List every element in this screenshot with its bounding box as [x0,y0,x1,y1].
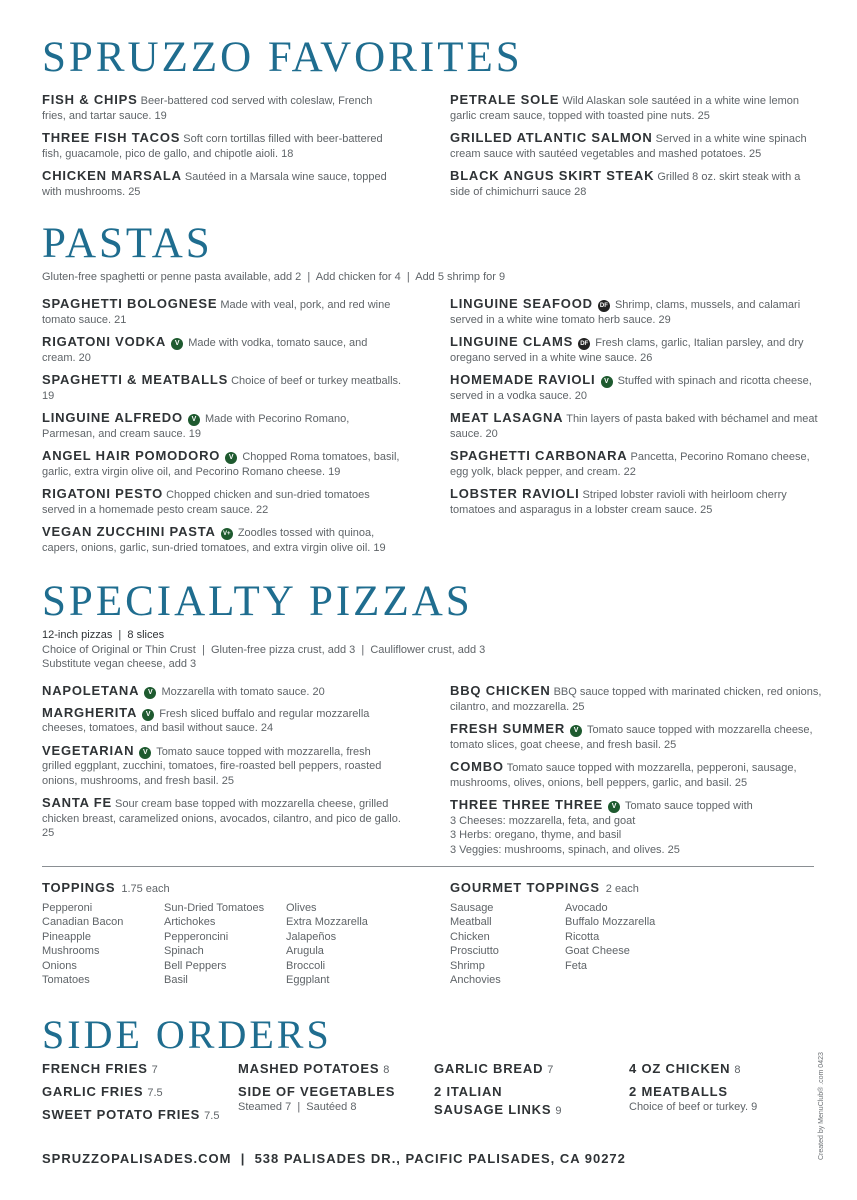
side-mashed-potatoes: MASHED POTATOES 8 [238,1061,390,1076]
menu-credit: Created by MenuClub® .com 0423 [818,1052,825,1160]
list-item: Pineapple [42,930,91,943]
list-item: Ricotta [565,930,600,943]
side-garlic-fries: GARLIC FRIES 7.5 [42,1084,163,1099]
list-item: Onions [42,959,77,972]
favorites-title: SPRUZZO FAVORITES [42,34,523,81]
dairy-free-badge-icon: DF [578,338,590,350]
pastas-title: PASTAS [42,220,213,267]
menu-item: GRILLED ATLANTIC SALMON Served in a white wine spinach cream sauce with sautéed vegetables and mashed potatoes. 25 [450,130,807,160]
menu-item: COMBO Tomato sauce topped with mozzarella, pepperoni, sausage, mushrooms, olives, onions, bell peppers, garlic, and basil. 25 [450,759,797,789]
side-vegetables: SIDE OF VEGETABLES Steamed 7 | Sautéed 8 [238,1084,396,1113]
list-item: Spinach [164,945,204,958]
menu-item: FRESH SUMMER V Tomato sauce topped with mozzarella cheese, tomato slices, goat cheese, and fresh basil. 25 [450,721,813,751]
favorites-left [42,93,387,199]
gourmet-col1 [450,901,501,987]
list-item: Feta [565,959,588,972]
pastas-note: Gluten-free spaghetti or penne pasta available, add 2 | Add chicken for 4 | Add 5 shrimp for 9 [42,271,506,283]
list-item: Eggplant [286,974,330,987]
menu-item: RIGATONI PESTO Chopped chicken and sun-dried tomatoes served in a homemade pesto cream sauce. 22 [42,486,370,516]
side-french-fries: FRENCH FRIES 7 [42,1061,158,1076]
toppings-col2 [164,901,264,987]
list-item: Chicken [450,930,490,943]
pizzas-note-vegan: Substitute vegan cheese, add 3 [42,658,197,670]
menu-item: VEGAN ZUCCHINI PASTA V+ Zoodles tossed with quinoa, capers, onions, garlic, sun-dried tomatoes, and extra virgin olive oil. 19 [42,524,386,554]
gourmet-title: GOURMET TOPPINGS [450,880,600,895]
vegetarian-badge-icon: V [142,709,154,721]
menu-item: SPAGHETTI & MEATBALLS Choice of beef or turkey meatballs. 19 [42,372,402,402]
vegetarian-badge-icon: V [225,452,237,464]
side-meatballs: 2 MEATBALLS Choice of beef or turkey. 9 [629,1084,758,1113]
menu-item: LINGUINE SEAFOOD DF Shrimp, clams, mussels, and calamari served in a white wine tomato herb sauce. 29 [450,296,801,326]
side-garlic-bread: GARLIC BREAD 7 [434,1061,554,1076]
gourmet-col2 [565,901,655,973]
gourmet-price: 2 each [605,883,639,895]
list-item: Tomatoes [42,974,90,987]
pizzas-right [450,684,822,857]
menu-item: RIGATONI VODKA V Made with vodka, tomato sauce, and cream. 20 [42,334,368,364]
side-chicken: 4 OZ CHICKEN 8 [629,1061,741,1076]
list-item: Sun-Dried Tomatoes [164,902,265,914]
list-item: Basil [164,974,188,987]
vegetarian-badge-icon: V [144,687,156,699]
list-item: Avocado [565,902,608,914]
list-item: Artichokes [164,916,216,929]
side-sausage-links: 2 ITALIAN SAUSAGE LINKS 9 [434,1084,562,1117]
menu-item: THREE FISH TACOS Soft corn tortillas filled with beer-battered fish, guacamole, pico de gallo, and chipotle aioli. 18 [42,130,383,160]
menu-item: THREE THREE THREE V Tomato sauce topped with 3 Cheeses: mozzarella, feta, and goat 3 Herbs: oregano, thyme, and basil 3 Veggies: mushrooms, spinach, and olives. 25 [450,797,753,856]
menu-item: ANGEL HAIR POMODORO V Chopped Roma tomatoes, basil, garlic, extra virgin olive oil, and Pecorino Romano cheese. 19 [42,448,400,478]
toppings-title: TOPPINGS [42,880,116,895]
list-item: Pepperoni [42,902,93,914]
pastas-right [450,297,820,517]
list-item: Sausage [450,902,494,914]
menu-item: SANTA FE Sour cream base topped with mozzarella cheese, grilled chicken breast, caramelized onions, avocados, cilantro, and pico de gallo. 25 [42,795,401,839]
menu-item: LINGUINE ALFREDO V Made with Pecorino Romano, Parmesan, and cream sauce. 19 [42,410,350,440]
list-item: Buffalo Mozzarella [565,916,656,929]
gourmet-header [450,879,639,897]
menu-item: FISH & CHIPS Beer-battered cod served with coleslaw, French fries, and tartar sauce. 19 [42,92,373,122]
list-item: Canadian Bacon [42,916,124,929]
menu-item: MARGHERITA V Fresh sliced buffalo and regular mozzarella cheeses, tomatoes, and basil without sauce. 24 [42,704,370,734]
vegetarian-badge-icon: V [608,801,620,813]
menu-item: SPAGHETTI CARBONARA Pancetta, Pecorino Romano cheese, egg yolk, black pepper, and cream. 22 [450,448,810,478]
sides-title: SIDE ORDERS [42,1012,332,1057]
vegetarian-badge-icon: V [188,414,200,426]
list-item: Extra Mozzarella [286,916,368,929]
vegan-badge-icon: V+ [221,528,233,540]
dairy-free-badge-icon: DF [598,300,610,312]
list-item: Meatball [450,916,492,929]
side-sweet-potato-fries: SWEET POTATO FRIES 7.5 [42,1107,220,1122]
favorites-right [450,93,820,199]
menu-item: LOBSTER RAVIOLI Striped lobster ravioli with heirloom cherry tomatoes and asparagus in a lobster cream sauce. 25 [450,486,787,516]
toppings-col1 [42,901,123,987]
list-item: Prosciutto [450,945,499,958]
menu-item: LINGUINE CLAMS DF Fresh clams, garlic, Italian parsley, and dry oregano served in a white wine sauce. 26 [450,334,804,364]
pizzas-title: SPECIALTY PIZZAS [42,578,473,625]
toppings-col3 [286,901,368,987]
vegetarian-badge-icon: V [171,338,183,350]
menu-item: MEAT LASAGNA Thin layers of pasta baked with béchamel and meat sauce. 20 [450,410,818,440]
list-item: Anchovies [450,974,501,987]
list-item: Pepperoncini [164,930,229,943]
menu-item: BBQ CHICKEN BBQ sauce topped with marinated chicken, red onions, cilantro, and mozzarella. 25 [450,683,822,713]
list-item: Olives [286,902,317,914]
menu-item: VEGETARIAN V Tomato sauce topped with mozzarella, fresh grilled eggplant, zucchini, tomatoes, fire-roasted bell peppers, roasted onions, mushrooms, and fresh basil. 25 [42,742,382,787]
toppings-header [42,879,170,897]
pizzas-note-crust: Choice of Original or Thin Crust | Gluten-free pizza crust, add 3 | Cauliflower crust, add 3 [42,644,486,656]
menu-item: BLACK ANGUS SKIRT STEAK Grilled 8 oz. skirt steak with a side of chimichurri sauce 28 [450,168,801,198]
pastas-left [42,297,402,555]
footer-address: SPRUZZOPALISADES.COM | 538 PALISADES DR., PACIFIC PALISADES, CA 90272 [42,1151,626,1166]
vegetarian-badge-icon: V [601,376,613,388]
list-item: Jalapeños [286,930,337,943]
list-item: Broccoli [286,959,326,972]
list-item: Goat Cheese [565,945,630,958]
list-item: Mushrooms [42,945,100,958]
menu-item: PETRALE SOLE Wild Alaskan sole sautéed in a white wine lemon garlic cream sauce, topped with toasted pine nuts. 25 [450,92,799,122]
divider [42,866,814,867]
vegetarian-badge-icon: V [570,725,582,737]
vegetarian-badge-icon: V [139,747,151,759]
pizzas-note-size: 12-inch pizzas | 8 slices [42,629,165,641]
list-item: Shrimp [450,959,485,972]
menu-item: CHICKEN MARSALA Sautéed in a Marsala wine sauce, topped with mushrooms. 25 [42,168,387,198]
menu-item: SPAGHETTI BOLOGNESE Made with veal, pork, and red wine tomato sauce. 21 [42,296,391,326]
list-item: Bell Peppers [164,959,227,972]
toppings-price: 1.75 each [121,883,170,895]
menu-item: HOMEMADE RAVIOLI V Stuffed with spinach and ricotta cheese, served in a vodka sauce. 20 [450,372,812,402]
list-item: Arugula [286,945,324,958]
pizzas-left [42,684,402,841]
menu-item: NAPOLETANA V Mozzarella with tomato sauce. 20 [42,683,325,698]
